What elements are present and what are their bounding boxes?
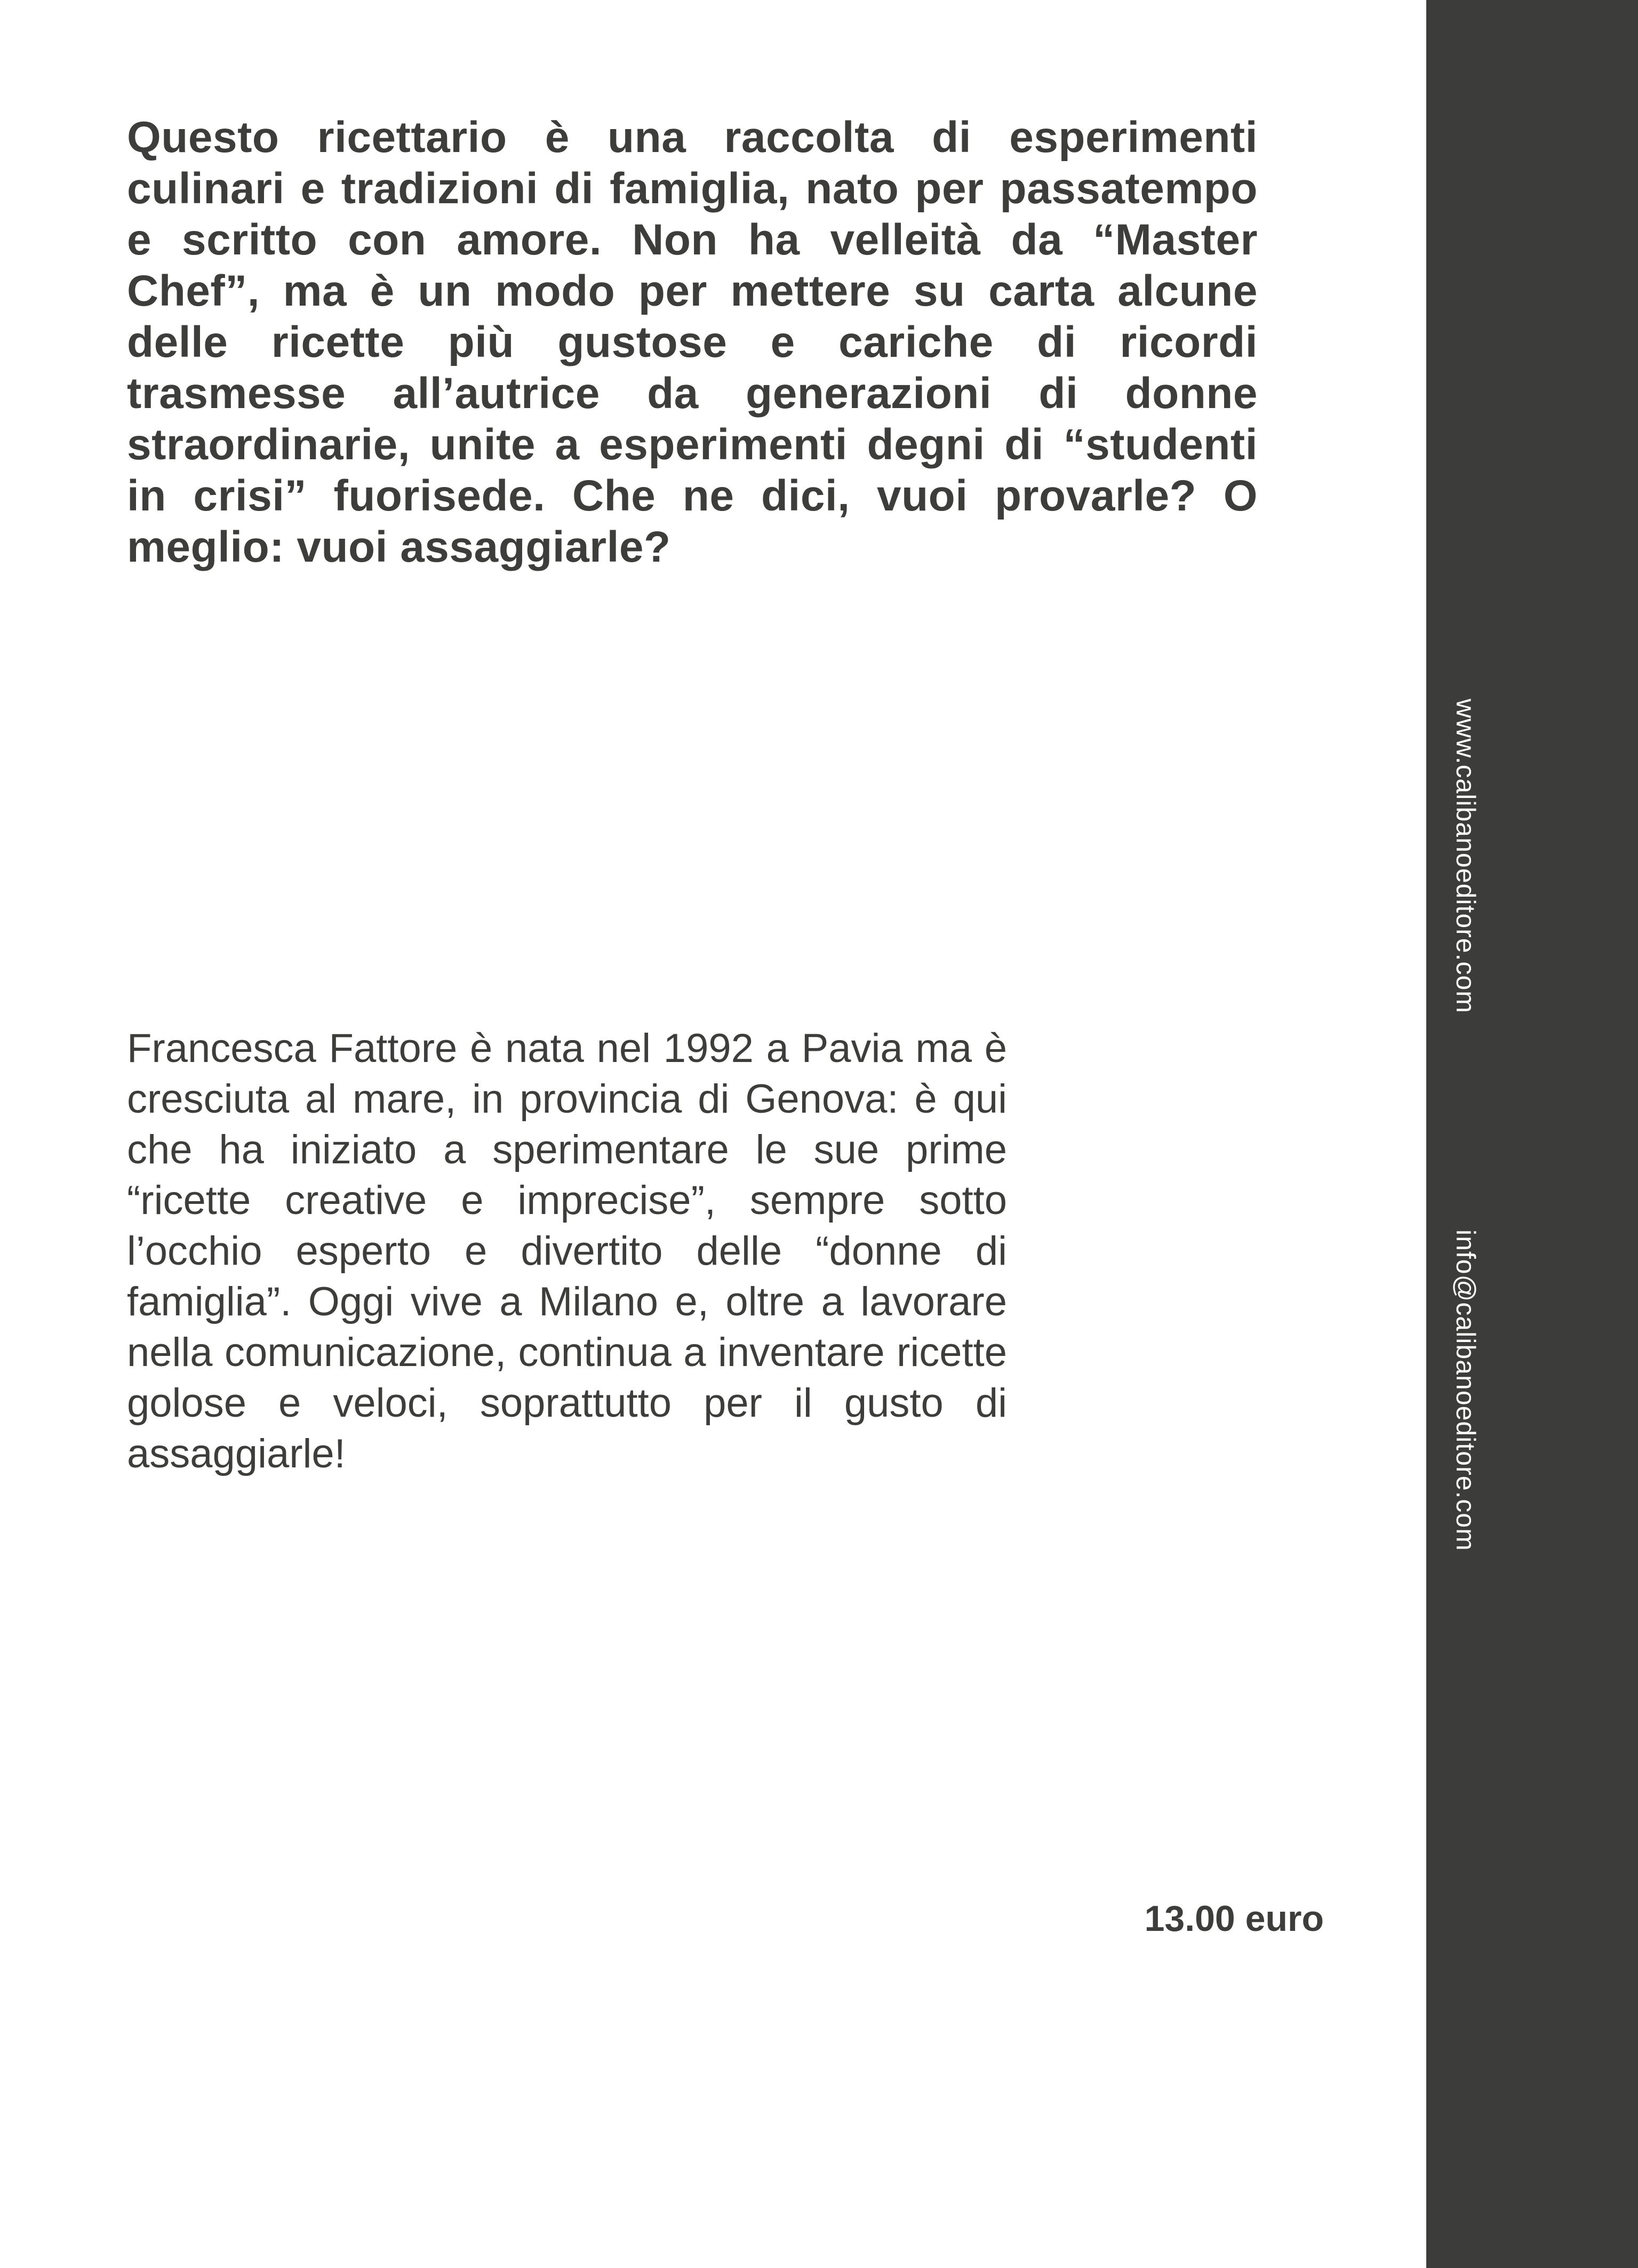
book-blurb: Questo ricettario è una raccolta di esperimenti culinari e tradizioni di famiglia, nato per passatempo e scritto con amore. Non ha velleità da “Master Chef”, ma è un modo per mettere su carta alcune delle ricette più gustose e cariche di ricordi trasmesse all’autrice da generazioni di donne straordinarie, unite a esperimenti degni di “studenti in crisi” fuorisede. Che ne dici, vuoi provarle? O meglio: vuoi assaggiarle? — [127, 113, 1258, 571]
publisher-email: info@calibanoeditore.com — [1451, 1229, 1481, 1551]
author-bio: Francesca Fattore è nata nel 1992 a Pavia ma è cresciuta al mare, in provincia di Genova: è qui che ha iniziato a sperimentare le sue prime “ricette creative e imprecise”, sempre sotto l’occhio esperto e divertito delle “donne di famiglia”. Oggi vive a Milano e, oltre a lavorare nella comunicazione, continua a inventare ricette golose e veloci, soprattutto per il gusto di assaggiarle! — [127, 1026, 1007, 1476]
price-label: 13.00 euro — [1144, 1898, 1324, 1939]
publisher-website: www.calibanoeditore.com — [1451, 699, 1481, 1013]
spine-bar — [1426, 0, 1638, 2268]
